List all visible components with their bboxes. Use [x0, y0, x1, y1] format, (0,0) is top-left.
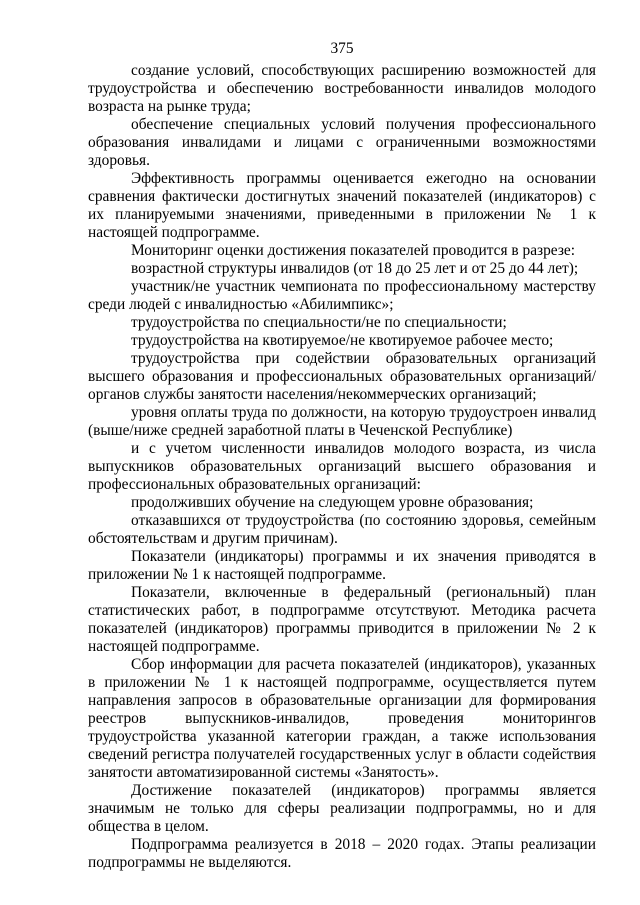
paragraph: Показатели, включенные в федеральный (региональный) план статистических работ, в подпрограмме отсутствуют. Методика расчета показателей (индикаторов) программы приводится в приложении № 2 к настоящей подпрограмме.: [88, 584, 596, 655]
paragraph: создание условий, способствующих расширению возможностей для трудоустройства и обеспечению востребованности инвалидов молодого возраста на рынке труда;: [88, 62, 596, 115]
paragraph: Эффективность программы оценивается ежегодно на основании сравнения фактически достигнутых значений показателей (индикаторов) с их планируемыми значениями, приведенными в приложении № 1 к настоящей подпрограмме.: [88, 170, 596, 241]
paragraph: участник/не участник чемпионата по профессиональному мастерству среди людей с инвалидностью «Абилимпикс»;: [88, 278, 596, 313]
paragraph: Показатели (индикаторы) программы и их значения приводятся в приложении № 1 к настоящей подпрограмме.: [88, 548, 596, 583]
page-number: 375: [330, 40, 354, 57]
paragraph: трудоустройства при содействии образовательных организаций высшего образования и профессиональных образовательных организаций/органов службы занятости населения/некоммерческих организаций;: [88, 350, 596, 403]
paragraph: трудоустройства по специальности/не по специальности;: [131, 314, 507, 331]
paragraph: отказавшихся от трудоустройства (по состоянию здоровья, семейным обстоятельствам и другим причинам).: [88, 512, 596, 547]
paragraph: и с учетом численности инвалидов молодого возраста, из числа выпускников образовательных организаций высшего образования и профессиональных образовательных организаций:: [88, 440, 596, 493]
paragraph: трудоустройства на квотируемое/не квотируемое рабочее место;: [131, 332, 554, 349]
paragraph: Достижение показателей (индикаторов) программы является значимым не только для сферы реализации подпрограммы, но и для общества в целом.: [88, 782, 596, 835]
paragraph: Мониторинг оценки достижения показателей проводится в разрезе:: [131, 242, 576, 259]
paragraph: Подпрограмма реализуется в 2018 – 2020 годах. Этапы реализации подпрограммы не выделяются.: [88, 836, 596, 871]
paragraph: продолживших обучение на следующем уровне образования;: [131, 494, 534, 511]
paragraph: обеспечение специальных условий получения профессионального образования инвалидами и лицами с ограниченными возможностями здоровья.: [88, 116, 596, 169]
paragraph: Сбор информации для расчета показателей (индикаторов), указанных в приложении № 1 к настоящей подпрограмме, осуществляется путем направления запросов в образовательные организации для формирования реестров выпускников-инвалидов, проведения мониторингов трудоустройства указанной категории граждан, а также использования сведений регистра получателей государственных услуг в области содействия занятости автоматизированной системы «Занятость».: [88, 656, 596, 781]
document-page: [88, 40, 596, 872]
paragraph: возрастной структуры инвалидов (от 18 до 25 лет и от 25 до 44 лет);: [131, 260, 579, 277]
document-body: [88, 62, 596, 872]
paragraph: уровня оплаты труда по должности, на которую трудоустроен инвалид (выше/ниже средней заработной платы в Чеченской Республике): [88, 404, 596, 439]
